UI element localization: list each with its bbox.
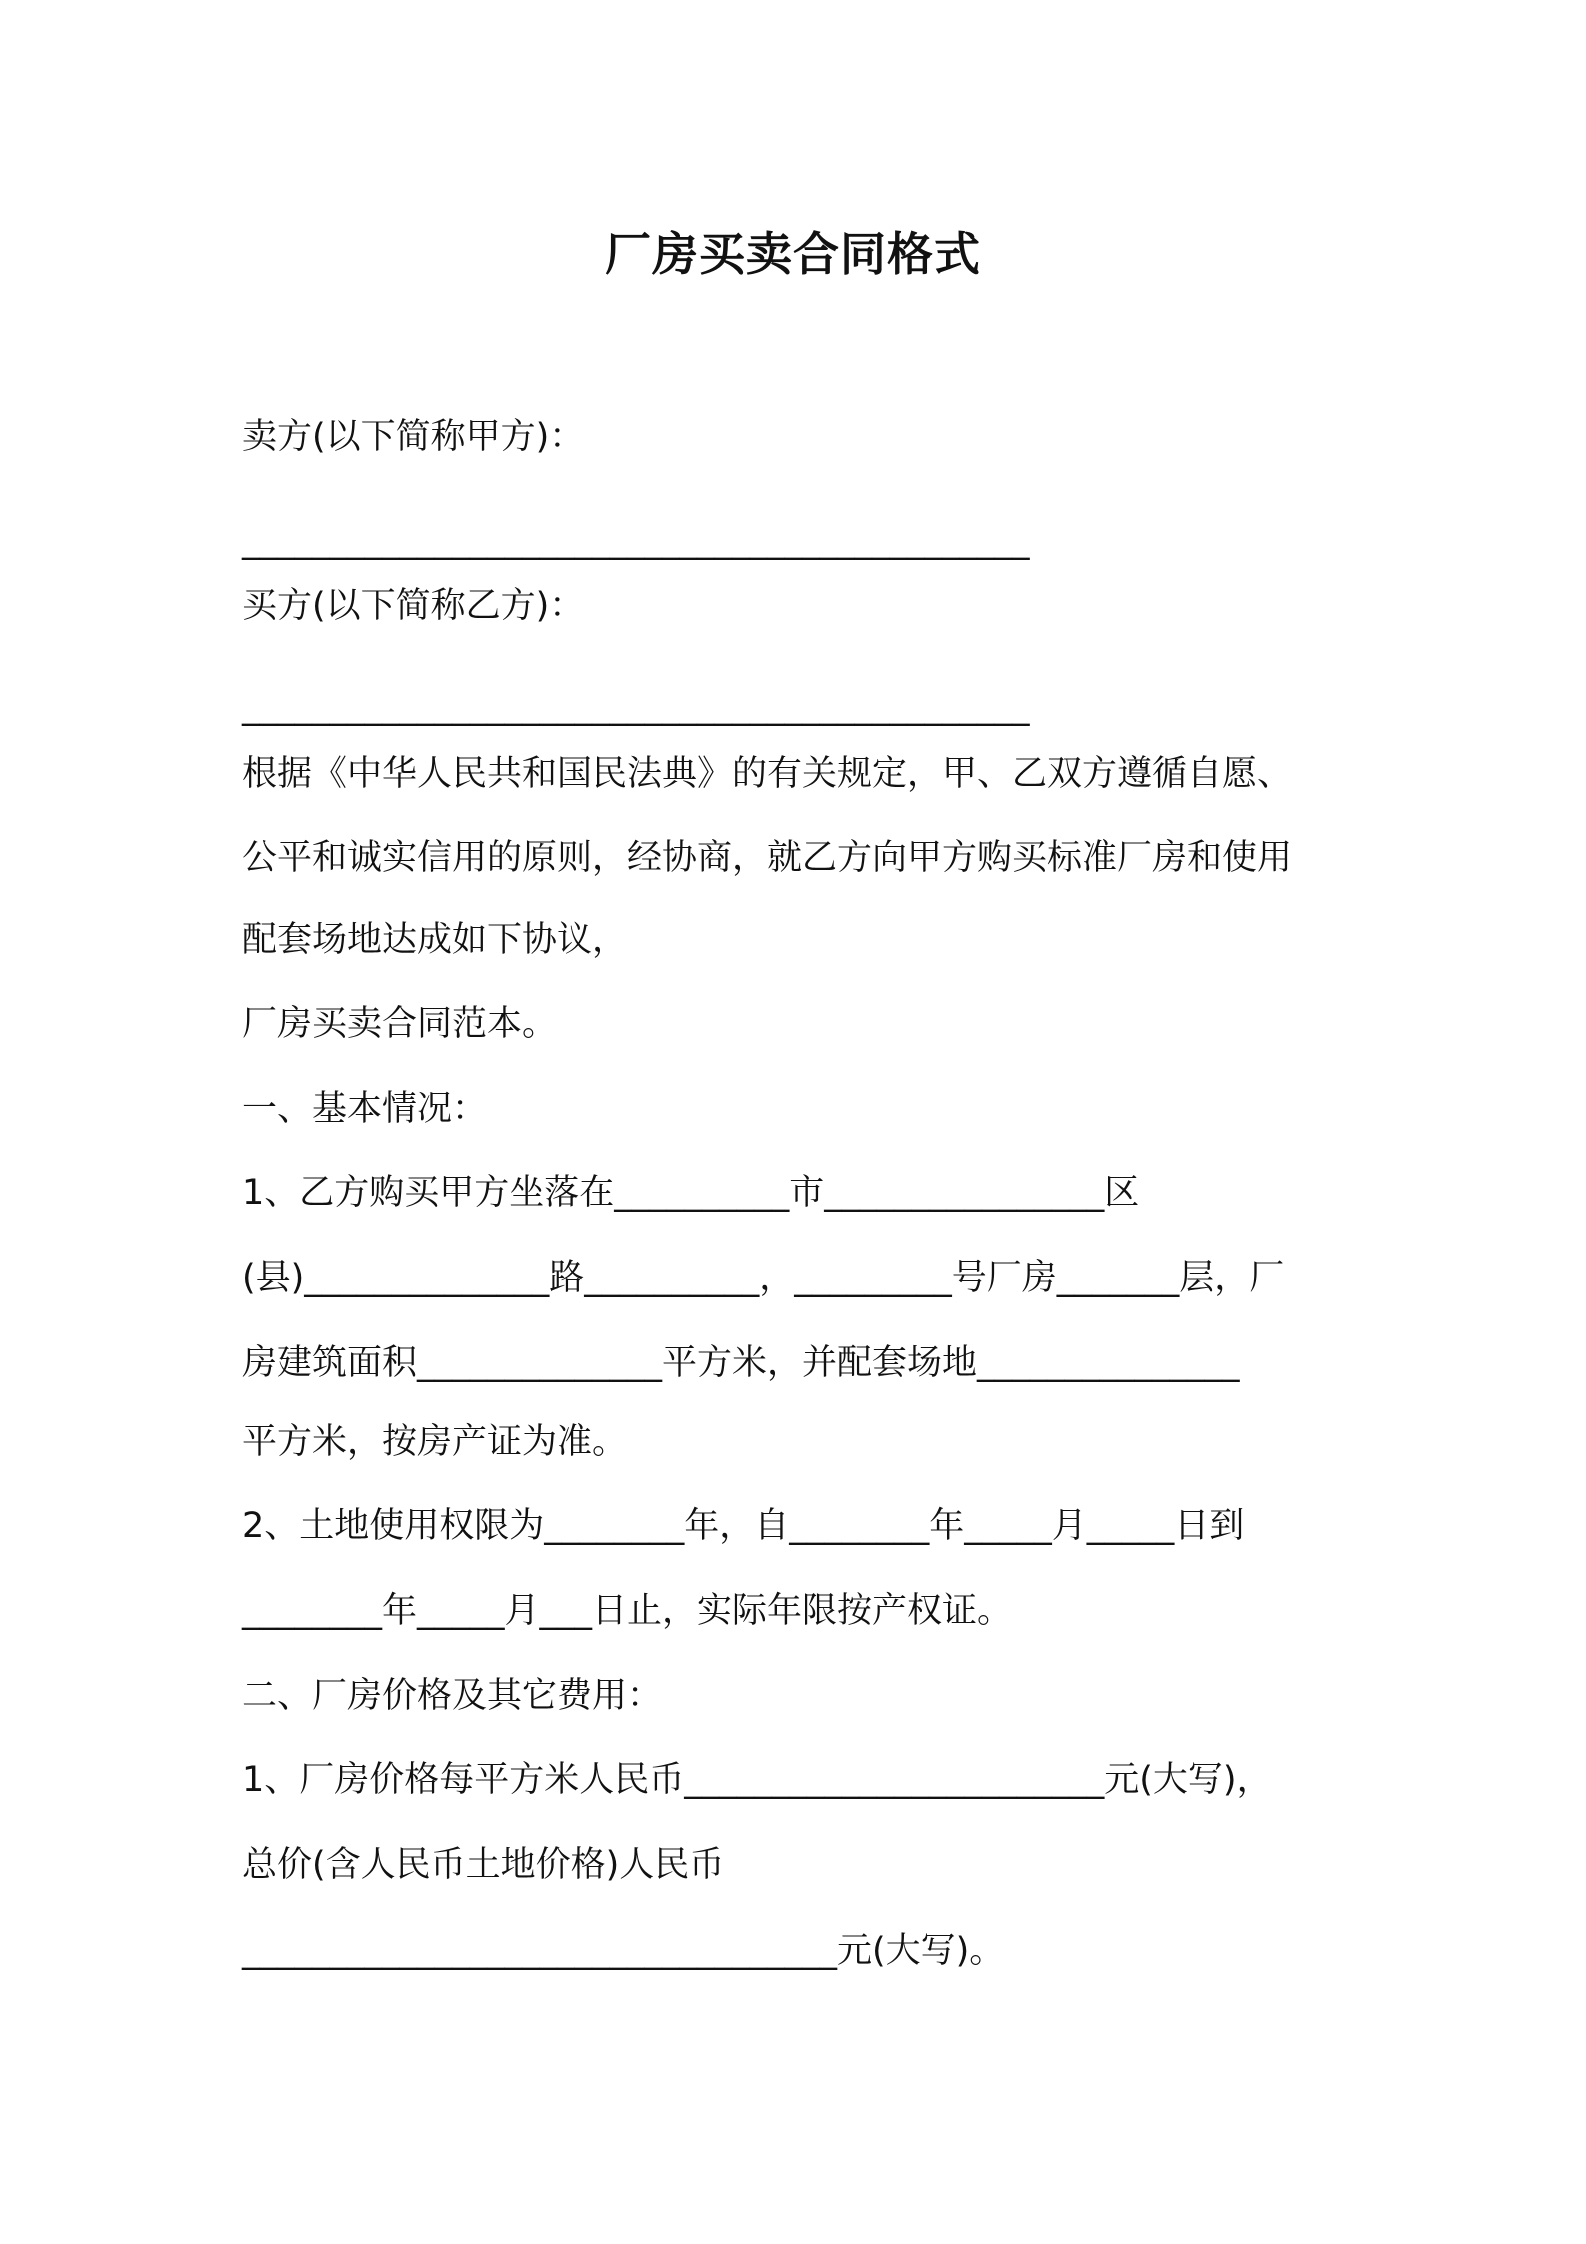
clause-1-1-line-2: (县)______________路__________，_________号厂房_______层，厂 — [242, 1258, 1285, 1298]
preamble-line-1: 根据《中华人民共和国民法典》的有关规定，甲、乙双方遵循自愿、 — [242, 754, 1293, 794]
document-title: 厂房买卖合同格式 — [605, 227, 981, 281]
clause-1-2-line-1: 2、土地使用权限为________年，自________年_____月_____日到 — [242, 1506, 1245, 1546]
clause-1-1-line-1: 1、乙方购买甲方坐落在__________市________________区 — [242, 1173, 1140, 1213]
section-1-heading: 一、基本情况： — [242, 1089, 488, 1129]
clause-1-2-line-2: ________年_____月___日止，实际年限按产权证。 — [242, 1591, 1013, 1631]
seller-label: 卖方(以下简称甲方)： — [242, 417, 585, 457]
preamble-line-2: 公平和诚实信用的原则，经协商，就乙方向甲方购买标准厂房和使用 — [242, 838, 1293, 878]
buyer-label: 买方(以下简称乙方)： — [242, 586, 585, 626]
buyer-blank: _____________________________________________ — [242, 687, 1030, 727]
contract-sample-note: 厂房买卖合同范本。 — [242, 1004, 558, 1044]
clause-2-1-line-2: 总价(含人民币土地价格)人民币 — [242, 1845, 725, 1885]
preamble-line-3: 配套场地达成如下协议， — [242, 920, 628, 960]
seller-blank: _____________________________________________ — [242, 521, 1030, 561]
clause-1-1-line-4: 平方米，按房产证为准。 — [242, 1422, 628, 1462]
clause-1-1-line-3: 房建筑面积______________平方米，并配套场地_______________ — [242, 1343, 1240, 1383]
clause-2-1-line-1: 1、厂房价格每平方米人民币________________________元(大写)， — [242, 1760, 1272, 1800]
section-2-heading: 二、厂房价格及其它费用： — [242, 1676, 663, 1716]
clause-2-1-line-3: __________________________________元(大写)。 — [242, 1931, 1005, 1971]
